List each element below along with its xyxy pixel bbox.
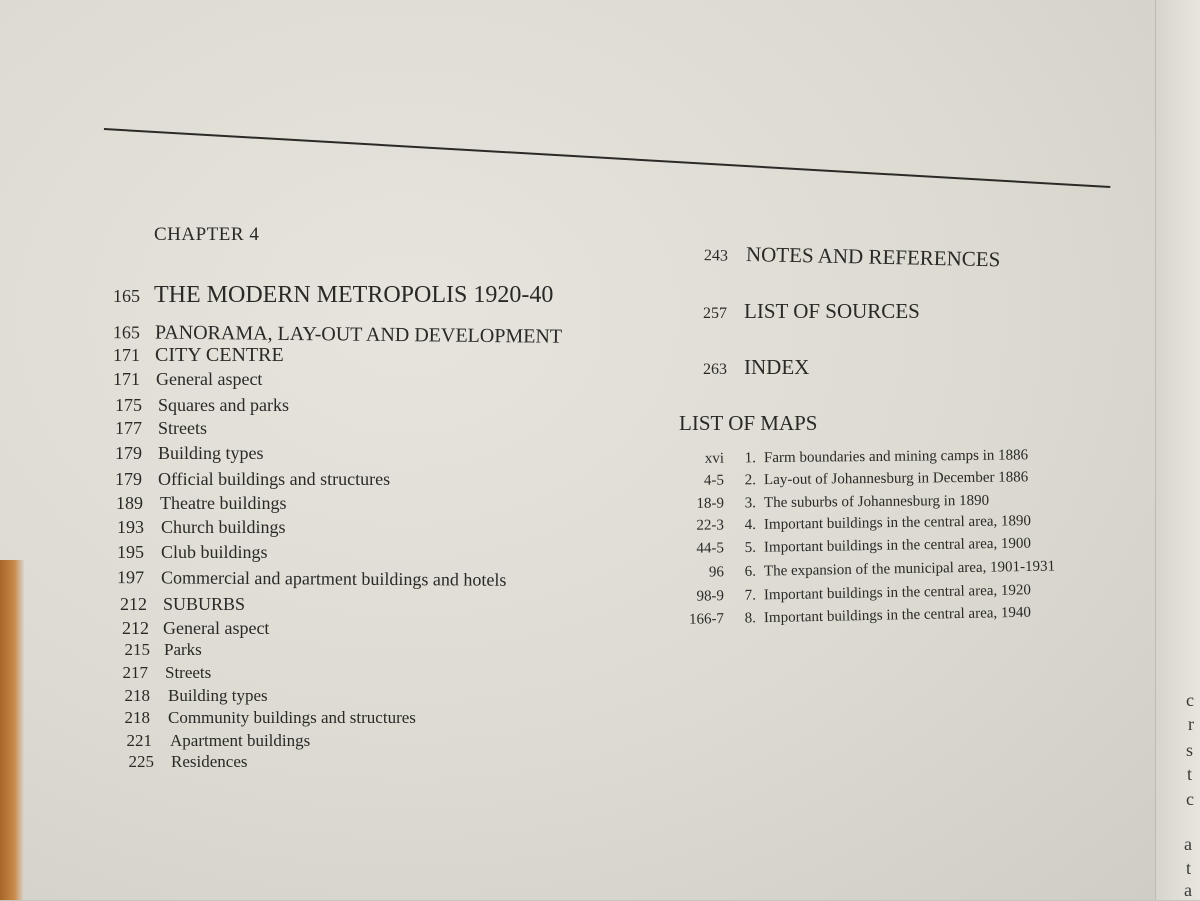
map-index: 4.	[744, 516, 757, 534]
map-title: Lay-out of Johannesburg in December 1886	[763, 469, 1029, 489]
toc-title: PANORAMA, LAY-OUT AND DEVELOPMENT	[154, 321, 563, 348]
toc-page-number: 189	[116, 493, 143, 513]
map-index: 7.	[744, 587, 757, 604]
toc-title: SUBURBS	[163, 594, 246, 614]
adjacent-page-letter: r	[1188, 714, 1194, 734]
toc-title: Building types	[158, 443, 264, 463]
toc-entry	[106, 444, 264, 462]
map-entry	[680, 494, 989, 512]
map-entry	[680, 536, 1031, 557]
map-index: 2.	[744, 472, 757, 489]
toc-entry	[104, 283, 553, 307]
toc-title: Apartment buildings	[170, 731, 311, 750]
map-page-number: 98-9	[696, 588, 725, 605]
map-title: Important buildings in the central area, 1920	[763, 582, 1032, 604]
toc-entry	[107, 494, 286, 512]
toc-page-number: 171	[113, 345, 140, 365]
toc-entry	[122, 753, 247, 770]
toc-entry	[108, 518, 286, 536]
toc-page-number: 179	[115, 469, 142, 489]
toc-entry	[104, 370, 262, 388]
book-spine-edge	[0, 560, 24, 900]
toc-page-number: 218	[124, 708, 150, 727]
toc-title: CITY CENTRE	[155, 344, 284, 366]
adjacent-page-letter: a	[1184, 880, 1192, 900]
map-index: 5.	[744, 539, 757, 556]
toc-entry	[118, 687, 268, 704]
toc-title: Official buildings and structures	[158, 469, 391, 489]
map-entry	[680, 583, 1031, 605]
toc-page-number: 165	[113, 286, 140, 306]
map-page-number: 44-5	[696, 540, 725, 557]
toc-entry	[108, 543, 268, 561]
map-page-number: 96	[708, 564, 725, 581]
map-entry	[680, 559, 1055, 581]
map-index: 3.	[744, 495, 757, 512]
map-title: The expansion of the municipal area, 1901-1931	[763, 558, 1056, 580]
map-page-number: xvi	[704, 450, 725, 467]
header-rule	[104, 128, 1110, 188]
adjacent-page-edge	[1155, 0, 1200, 900]
adjacent-page-letter: t	[1186, 858, 1192, 878]
adjacent-page-letter: c	[1186, 690, 1194, 710]
toc-page-number: 215	[124, 640, 150, 659]
toc-title: THE MODERN METROPOLIS 1920-40	[154, 282, 554, 308]
map-entry	[676, 606, 1031, 628]
map-title: Farm boundaries and mining camps in 1886	[763, 447, 1029, 467]
adjacent-page-letter: a	[1184, 834, 1192, 854]
map-page-number: 166-7	[688, 610, 725, 628]
toc-entry	[116, 664, 211, 681]
toc-page-number: 193	[117, 517, 144, 537]
toc-page-number: 218	[124, 686, 150, 705]
map-index: 8.	[744, 610, 757, 627]
toc-title: Community buildings and structures	[168, 708, 416, 727]
map-entry	[680, 448, 1028, 467]
toc-title: Squares and parks	[158, 395, 289, 415]
toc-page-number: 212	[120, 594, 147, 614]
toc-entry	[120, 732, 310, 749]
toc-entry	[106, 419, 207, 437]
toc-title: Building types	[168, 686, 268, 705]
toc-page-number: 212	[122, 618, 149, 638]
map-entry	[680, 470, 1028, 489]
toc-title: Commercial and apartment buildings and hotels	[160, 567, 507, 590]
toc-page-number: 217	[122, 663, 148, 682]
toc-title: Church buildings	[161, 517, 286, 537]
adjacent-page-letter: s	[1186, 740, 1194, 760]
toc-entry	[108, 568, 507, 589]
toc-page-number: 221	[126, 731, 152, 750]
map-entry	[680, 514, 1031, 534]
toc-page-number: 243	[703, 247, 729, 265]
toc-title: General aspect	[163, 618, 270, 638]
toc-title: Theatre buildings	[160, 493, 287, 513]
chapter-label: CHAPTER 4	[154, 224, 260, 245]
toc-page-number: 225	[128, 752, 154, 771]
toc-title: General aspect	[156, 369, 263, 389]
toc-title: NOTES AND REFERENCES	[745, 242, 1001, 272]
map-title: Important buildings in the central area, 1890	[763, 513, 1032, 533]
toc-page-number: 257	[703, 305, 727, 322]
toc-title: INDEX	[744, 355, 810, 379]
toc-page-number: 197	[116, 567, 145, 588]
adjacent-page-letter: t	[1187, 764, 1193, 784]
adjacent-page-letter: c	[1186, 789, 1194, 809]
toc-page-number: 179	[115, 443, 142, 463]
toc-entry	[114, 641, 202, 658]
toc-page-number: 171	[113, 369, 140, 389]
map-index: 1.	[744, 450, 757, 467]
map-title: The suburbs of Johannesburg in 1890	[763, 492, 990, 512]
toc-entry	[106, 396, 289, 414]
toc-entry	[104, 345, 284, 365]
toc-page-number: 263	[703, 361, 727, 378]
toc-page-number: 175	[115, 395, 142, 415]
maps-heading: LIST OF MAPS	[679, 411, 818, 435]
toc-title: Club buildings	[161, 542, 268, 562]
map-title: Important buildings in the central area, 1940	[763, 604, 1032, 627]
toc-entry	[111, 595, 245, 613]
toc-page-number: 195	[117, 542, 144, 562]
toc-title: Residences	[171, 752, 248, 771]
toc-entry	[118, 709, 416, 726]
map-title: Important buildings in the central area, 1900	[763, 535, 1032, 556]
map-page-number: 18-9	[696, 495, 725, 512]
toc-entry	[113, 619, 269, 637]
toc-title: Streets	[165, 663, 212, 682]
toc-entry	[698, 243, 1001, 270]
toc-title: LIST OF SOURCES	[744, 299, 920, 323]
map-page-number: 4-5	[703, 472, 725, 489]
map-page-number: 22-3	[696, 517, 725, 534]
toc-title: Streets	[158, 418, 207, 438]
toc-entry	[697, 357, 809, 378]
map-index: 6.	[744, 563, 757, 580]
toc-title: Parks	[164, 640, 202, 659]
toc-entry	[697, 301, 920, 322]
toc-entry	[106, 470, 390, 488]
toc-page-number: 165	[112, 322, 141, 343]
toc-page-number: 177	[115, 418, 142, 438]
